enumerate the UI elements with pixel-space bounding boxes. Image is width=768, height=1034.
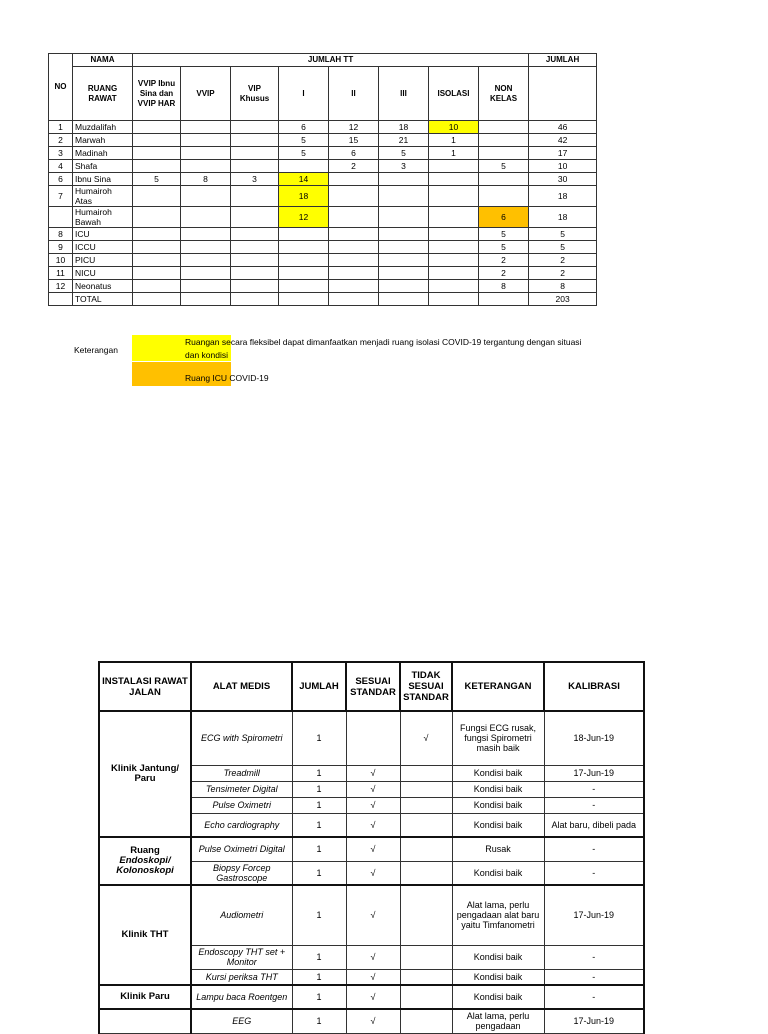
header-jumlah: JUMLAH xyxy=(529,54,597,67)
bed-cell-i: 18 xyxy=(279,186,329,207)
bed-cell-vvip xyxy=(133,228,181,241)
bed-cell-vip xyxy=(181,134,231,147)
bed-capacity-table xyxy=(48,53,597,306)
bed-cell-vipk xyxy=(231,241,279,254)
bed-cell-i: 14 xyxy=(279,173,329,186)
equipment-cell-ket: Kondisi baik xyxy=(452,861,544,885)
bed-cell-ii: 15 xyxy=(329,134,379,147)
bed-cell-total: 10 xyxy=(529,160,597,173)
bed-cell-iso xyxy=(429,228,479,241)
bed-cell-i xyxy=(279,241,329,254)
bed-cell-no: 12 xyxy=(49,280,73,293)
bed-cell-vvip xyxy=(133,254,181,267)
bed-cell-i xyxy=(279,228,329,241)
bed-cell-vip xyxy=(181,147,231,160)
group-klinik-tht: Klinik THT xyxy=(99,885,191,985)
bed-cell-vip xyxy=(181,207,231,228)
bed-cell-non: 6 xyxy=(479,207,529,228)
bed-cell-iii xyxy=(379,293,429,306)
equipment-cell-alat: Biopsy Forcep Gastroscope xyxy=(191,861,292,885)
bed-cell-iso: 1 xyxy=(429,134,479,147)
bed-cell-no: 9 xyxy=(49,241,73,254)
bed-cell-i xyxy=(279,267,329,280)
equipment-cell-jumlah: 1 xyxy=(292,945,346,969)
header-kalibrasi: KALIBRASI xyxy=(544,662,644,711)
bed-cell-iii xyxy=(379,254,429,267)
equipment-cell-alat: Endoscopy THT set + Monitor xyxy=(191,945,292,969)
equipment-cell-ket: Fungsi ECG rusak, fungsi Spirometri masih baik xyxy=(452,711,544,765)
equipment-row xyxy=(99,837,644,861)
bed-cell-name: Humairoh Bawah xyxy=(73,207,133,228)
bed-cell-vip xyxy=(181,160,231,173)
bed-cell-i: 5 xyxy=(279,134,329,147)
bed-cell-vvip xyxy=(133,134,181,147)
equipment-row xyxy=(99,1009,644,1033)
bed-cell-vvip xyxy=(133,147,181,160)
bed-cell-non: 2 xyxy=(479,267,529,280)
header-kelas-ii: II xyxy=(329,67,379,121)
bed-cell-name: Shafa xyxy=(73,160,133,173)
bed-cell-iii: 3 xyxy=(379,160,429,173)
header-no: NO xyxy=(49,54,73,121)
bed-cell-total: 2 xyxy=(529,267,597,280)
bed-cell-ii xyxy=(329,207,379,228)
equipment-cell-alat: Treadmill xyxy=(191,765,292,781)
bed-cell-no: 7 xyxy=(49,186,73,207)
bed-cell-name: TOTAL xyxy=(73,293,133,306)
equipment-cell-tidak xyxy=(400,1009,452,1033)
bed-cell-iii: 21 xyxy=(379,134,429,147)
bed-cell-iso xyxy=(429,280,479,293)
header-sesuai-standar: SESUAI STANDAR xyxy=(346,662,400,711)
header-keterangan: KETERANGAN xyxy=(452,662,544,711)
bed-cell-vipk xyxy=(231,147,279,160)
bed-cell-name: PICU xyxy=(73,254,133,267)
bed-cell-total: 5 xyxy=(529,241,597,254)
bed-cell-vip xyxy=(181,293,231,306)
header-isolasi: ISOLASI xyxy=(429,67,479,121)
equipment-cell-jumlah: 1 xyxy=(292,969,346,985)
equipment-cell-ket: Kondisi baik xyxy=(452,781,544,797)
bed-cell-iii: 5 xyxy=(379,147,429,160)
equipment-row xyxy=(99,985,644,1009)
equipment-cell-kal: 18-Jun-19 xyxy=(544,711,644,765)
bed-cell-non xyxy=(479,173,529,186)
group-endoskopi-prefix: Ruang xyxy=(130,845,160,856)
bed-cell-non: 8 xyxy=(479,280,529,293)
bed-cell-non: 5 xyxy=(479,160,529,173)
header-vip-khusus: VIP Khusus xyxy=(231,67,279,121)
equipment-cell-tidak xyxy=(400,781,452,797)
header-alat-medis: ALAT MEDIS xyxy=(191,662,292,711)
equipment-cell-kal: - xyxy=(544,945,644,969)
header-jumlah: JUMLAH xyxy=(292,662,346,711)
equipment-cell-alat: Pulse Oximetri Digital xyxy=(191,837,292,861)
bed-cell-vvip xyxy=(133,241,181,254)
bed-cell-ii xyxy=(329,254,379,267)
header-jumlah-tt: JUMLAH TT xyxy=(133,54,529,67)
bed-cell-name: Ibnu Sina xyxy=(73,173,133,186)
bed-cell-i: 5 xyxy=(279,147,329,160)
bed-cell-non xyxy=(479,147,529,160)
bed-cell-ii xyxy=(329,228,379,241)
header-instalasi: INSTALASI RAWAT JALAN xyxy=(99,662,191,711)
equipment-cell-jumlah: 1 xyxy=(292,797,346,813)
header-jumlah-blank xyxy=(529,67,597,121)
equipment-cell-kal: 17-Jun-19 xyxy=(544,765,644,781)
bed-cell-name: Marwah xyxy=(73,134,133,147)
bed-cell-vip xyxy=(181,186,231,207)
bed-cell-ii xyxy=(329,241,379,254)
bed-cell-no: 6 xyxy=(49,173,73,186)
equipment-cell-tidak xyxy=(400,861,452,885)
equipment-cell-kal: - xyxy=(544,861,644,885)
equipment-cell-alat: Pulse Oximetri xyxy=(191,797,292,813)
equipment-cell-jumlah: 1 xyxy=(292,1009,346,1033)
bed-cell-total: 18 xyxy=(529,207,597,228)
header-ruang-rawat: RUANG RAWAT xyxy=(73,67,133,121)
bed-cell-iii xyxy=(379,241,429,254)
bed-cell-vip xyxy=(181,241,231,254)
equipment-cell-sesuai: √ xyxy=(346,1009,400,1033)
bed-cell-no: 11 xyxy=(49,267,73,280)
bed-cell-vipk xyxy=(231,207,279,228)
equipment-cell-kal: Alat baru, dibeli pada xyxy=(544,813,644,837)
equipment-cell-sesuai: √ xyxy=(346,985,400,1009)
bed-cell-iso xyxy=(429,293,479,306)
equipment-cell-ket: Kondisi baik xyxy=(452,985,544,1009)
bed-cell-total: 2 xyxy=(529,254,597,267)
bed-cell-total: 46 xyxy=(529,121,597,134)
bed-cell-total: 17 xyxy=(529,147,597,160)
bed-cell-vvip xyxy=(133,267,181,280)
medical-equipment-table xyxy=(98,661,645,1034)
group-next xyxy=(99,1009,191,1033)
bed-cell-vip xyxy=(181,228,231,241)
equipment-cell-sesuai: √ xyxy=(346,861,400,885)
bed-cell-non: 2 xyxy=(479,254,529,267)
bed-cell-vvip xyxy=(133,186,181,207)
bed-cell-vipk xyxy=(231,228,279,241)
bed-cell-i xyxy=(279,293,329,306)
equipment-row xyxy=(99,885,644,945)
bed-cell-i xyxy=(279,254,329,267)
equipment-cell-tidak xyxy=(400,985,452,1009)
equipment-cell-tidak xyxy=(400,969,452,985)
bed-cell-iso xyxy=(429,186,479,207)
equipment-cell-kal: 17-Jun-19 xyxy=(544,1009,644,1033)
equipment-cell-kal: 17-Jun-19 xyxy=(544,885,644,945)
bed-cell-vipk: 3 xyxy=(231,173,279,186)
bed-table-row xyxy=(49,293,597,306)
bed-cell-ii: 2 xyxy=(329,160,379,173)
bed-cell-non xyxy=(479,121,529,134)
bed-table-row xyxy=(49,173,597,186)
equipment-cell-ket: Kondisi baik xyxy=(452,765,544,781)
equipment-cell-jumlah: 1 xyxy=(292,885,346,945)
bed-cell-vipk xyxy=(231,254,279,267)
bed-cell-i: 12 xyxy=(279,207,329,228)
equipment-cell-kal: - xyxy=(544,797,644,813)
bed-table-row xyxy=(49,254,597,267)
group-endoskopi-name: Endoskopi/ Kolonoskopi xyxy=(116,855,174,876)
bed-cell-no: 3 xyxy=(49,147,73,160)
equipment-cell-kal: - xyxy=(544,781,644,797)
bed-cell-iii xyxy=(379,228,429,241)
bed-cell-vip xyxy=(181,254,231,267)
bed-cell-vip xyxy=(181,280,231,293)
header-non-kelas: NON KELAS xyxy=(479,67,529,121)
bed-cell-total: 203 xyxy=(529,293,597,306)
bed-cell-vvip xyxy=(133,121,181,134)
bed-cell-vipk xyxy=(231,134,279,147)
header-nama: NAMA xyxy=(73,54,133,67)
bed-cell-i xyxy=(279,160,329,173)
equipment-cell-tidak xyxy=(400,765,452,781)
equipment-cell-jumlah: 1 xyxy=(292,781,346,797)
equipment-cell-alat: EEG xyxy=(191,1009,292,1033)
equipment-cell-ket: Alat lama, perlu pengadaan alat baru yaitu Timfanometri xyxy=(452,885,544,945)
equipment-cell-kal: - xyxy=(544,837,644,861)
bed-cell-iii xyxy=(379,173,429,186)
bed-cell-name: Madinah xyxy=(73,147,133,160)
bed-cell-name: Humairoh Atas xyxy=(73,186,133,207)
equipment-cell-jumlah: 1 xyxy=(292,985,346,1009)
bed-cell-vipk xyxy=(231,267,279,280)
equipment-cell-jumlah: 1 xyxy=(292,711,346,765)
bed-cell-ii xyxy=(329,267,379,280)
equipment-cell-tidak xyxy=(400,797,452,813)
bed-cell-iso: 1 xyxy=(429,147,479,160)
bed-cell-no xyxy=(49,207,73,228)
bed-cell-total: 42 xyxy=(529,134,597,147)
bed-cell-iso xyxy=(429,254,479,267)
equipment-cell-ket: Kondisi baik xyxy=(452,945,544,969)
bed-table-row xyxy=(49,228,597,241)
bed-cell-vvip xyxy=(133,280,181,293)
bed-cell-vipk xyxy=(231,186,279,207)
equipment-cell-tidak xyxy=(400,885,452,945)
equipment-cell-kal: - xyxy=(544,969,644,985)
bed-table-row xyxy=(49,186,597,207)
bed-cell-name: NICU xyxy=(73,267,133,280)
group-klinik-jantung-paru: Klinik Jantung/ Paru xyxy=(99,711,191,837)
bed-cell-vvip xyxy=(133,293,181,306)
equipment-cell-sesuai: √ xyxy=(346,837,400,861)
equipment-cell-sesuai: √ xyxy=(346,765,400,781)
bed-cell-non: 5 xyxy=(479,241,529,254)
bed-cell-vipk xyxy=(231,160,279,173)
equipment-cell-ket: Kondisi baik xyxy=(452,969,544,985)
bed-cell-non: 5 xyxy=(479,228,529,241)
bed-cell-iso: 10 xyxy=(429,121,479,134)
equipment-cell-tidak: √ xyxy=(400,711,452,765)
legend-orange-text: Ruang ICU COVID-19 xyxy=(185,373,269,383)
bed-cell-ii xyxy=(329,293,379,306)
bed-cell-iso xyxy=(429,207,479,228)
equipment-cell-alat: Kursi periksa THT xyxy=(191,969,292,985)
bed-cell-iso xyxy=(429,160,479,173)
bed-cell-iso xyxy=(429,267,479,280)
bed-cell-iso xyxy=(429,241,479,254)
legend-yellow-text: Ruangan secara fleksibel dapat dimanfaatkan menjadi ruang isolasi COVID-19 tergantung dengan situasi dan kondisi xyxy=(185,337,582,360)
bed-cell-non xyxy=(479,186,529,207)
equipment-cell-alat: Echo cardiography xyxy=(191,813,292,837)
equipment-cell-sesuai: √ xyxy=(346,781,400,797)
bed-cell-vvip: 5 xyxy=(133,173,181,186)
bed-cell-name: Neonatus xyxy=(73,280,133,293)
equipment-cell-alat: ECG with Spirometri xyxy=(191,711,292,765)
bed-cell-no xyxy=(49,293,73,306)
bed-cell-i xyxy=(279,280,329,293)
bed-cell-no: 4 xyxy=(49,160,73,173)
equipment-row xyxy=(99,711,644,765)
bed-cell-ii: 6 xyxy=(329,147,379,160)
bed-cell-vvip xyxy=(133,207,181,228)
header-tidak-sesuai-standar: TIDAK SESUAI STANDAR xyxy=(400,662,452,711)
bed-cell-vvip xyxy=(133,160,181,173)
bed-cell-vipk xyxy=(231,121,279,134)
group-ruang-endoskopi xyxy=(99,837,191,885)
equipment-cell-sesuai xyxy=(346,711,400,765)
header-vvip: VVIP Ibnu Sina dan VVIP HAR xyxy=(133,67,181,121)
bed-cell-no: 1 xyxy=(49,121,73,134)
bed-table-row xyxy=(49,121,597,134)
equipment-cell-jumlah: 1 xyxy=(292,861,346,885)
bed-cell-total: 30 xyxy=(529,173,597,186)
equipment-cell-sesuai: √ xyxy=(346,813,400,837)
equipment-cell-jumlah: 1 xyxy=(292,837,346,861)
bed-cell-vip xyxy=(181,121,231,134)
bed-table-row xyxy=(49,267,597,280)
bed-cell-i: 6 xyxy=(279,121,329,134)
bed-cell-vipk xyxy=(231,280,279,293)
bed-cell-total: 5 xyxy=(529,228,597,241)
equipment-cell-jumlah: 1 xyxy=(292,813,346,837)
bed-cell-name: Muzdalifah xyxy=(73,121,133,134)
bed-cell-no: 8 xyxy=(49,228,73,241)
equipment-cell-ket: Kondisi baik xyxy=(452,797,544,813)
bed-cell-no: 2 xyxy=(49,134,73,147)
bed-cell-non xyxy=(479,134,529,147)
bed-table-row xyxy=(49,134,597,147)
bed-table-row xyxy=(49,207,597,228)
bed-cell-iii xyxy=(379,280,429,293)
bed-cell-name: ICCU xyxy=(73,241,133,254)
header-kelas-i: I xyxy=(279,67,329,121)
equipment-cell-tidak xyxy=(400,837,452,861)
bed-cell-vip: 8 xyxy=(181,173,231,186)
equipment-cell-sesuai: √ xyxy=(346,945,400,969)
equipment-cell-sesuai: √ xyxy=(346,969,400,985)
equipment-cell-jumlah: 1 xyxy=(292,765,346,781)
bed-cell-total: 8 xyxy=(529,280,597,293)
bed-cell-ii xyxy=(329,186,379,207)
bed-cell-vipk xyxy=(231,293,279,306)
equipment-cell-ket: Rusak xyxy=(452,837,544,861)
bed-table-row xyxy=(49,147,597,160)
equipment-cell-alat: Tensimeter Digital xyxy=(191,781,292,797)
bed-table-row xyxy=(49,241,597,254)
bed-table-row xyxy=(49,280,597,293)
equipment-cell-kal: - xyxy=(544,985,644,1009)
equipment-cell-sesuai: √ xyxy=(346,885,400,945)
equipment-cell-ket: Kondisi baik xyxy=(452,813,544,837)
equipment-cell-alat: Audiometri xyxy=(191,885,292,945)
legend-label: Keterangan xyxy=(74,345,118,355)
equipment-cell-ket: Alat lama, perlu pengadaan xyxy=(452,1009,544,1033)
bed-cell-iii xyxy=(379,267,429,280)
bed-cell-non xyxy=(479,293,529,306)
legend xyxy=(48,335,608,390)
bed-cell-ii xyxy=(329,280,379,293)
bed-cell-ii xyxy=(329,173,379,186)
group-klinik-paru: Klinik Paru xyxy=(99,985,191,1009)
header-vip: VVIP xyxy=(181,67,231,121)
bed-table-row xyxy=(49,160,597,173)
bed-cell-iii: 18 xyxy=(379,121,429,134)
equipment-cell-tidak xyxy=(400,813,452,837)
equipment-cell-alat: Lampu baca Roentgen xyxy=(191,985,292,1009)
header-kelas-iii: III xyxy=(379,67,429,121)
equipment-cell-sesuai: √ xyxy=(346,797,400,813)
bed-cell-iii xyxy=(379,207,429,228)
bed-cell-ii: 12 xyxy=(329,121,379,134)
bed-cell-total: 18 xyxy=(529,186,597,207)
bed-cell-iii xyxy=(379,186,429,207)
bed-cell-no: 10 xyxy=(49,254,73,267)
bed-cell-name: ICU xyxy=(73,228,133,241)
equipment-cell-tidak xyxy=(400,945,452,969)
bed-cell-vip xyxy=(181,267,231,280)
bed-cell-iso xyxy=(429,173,479,186)
